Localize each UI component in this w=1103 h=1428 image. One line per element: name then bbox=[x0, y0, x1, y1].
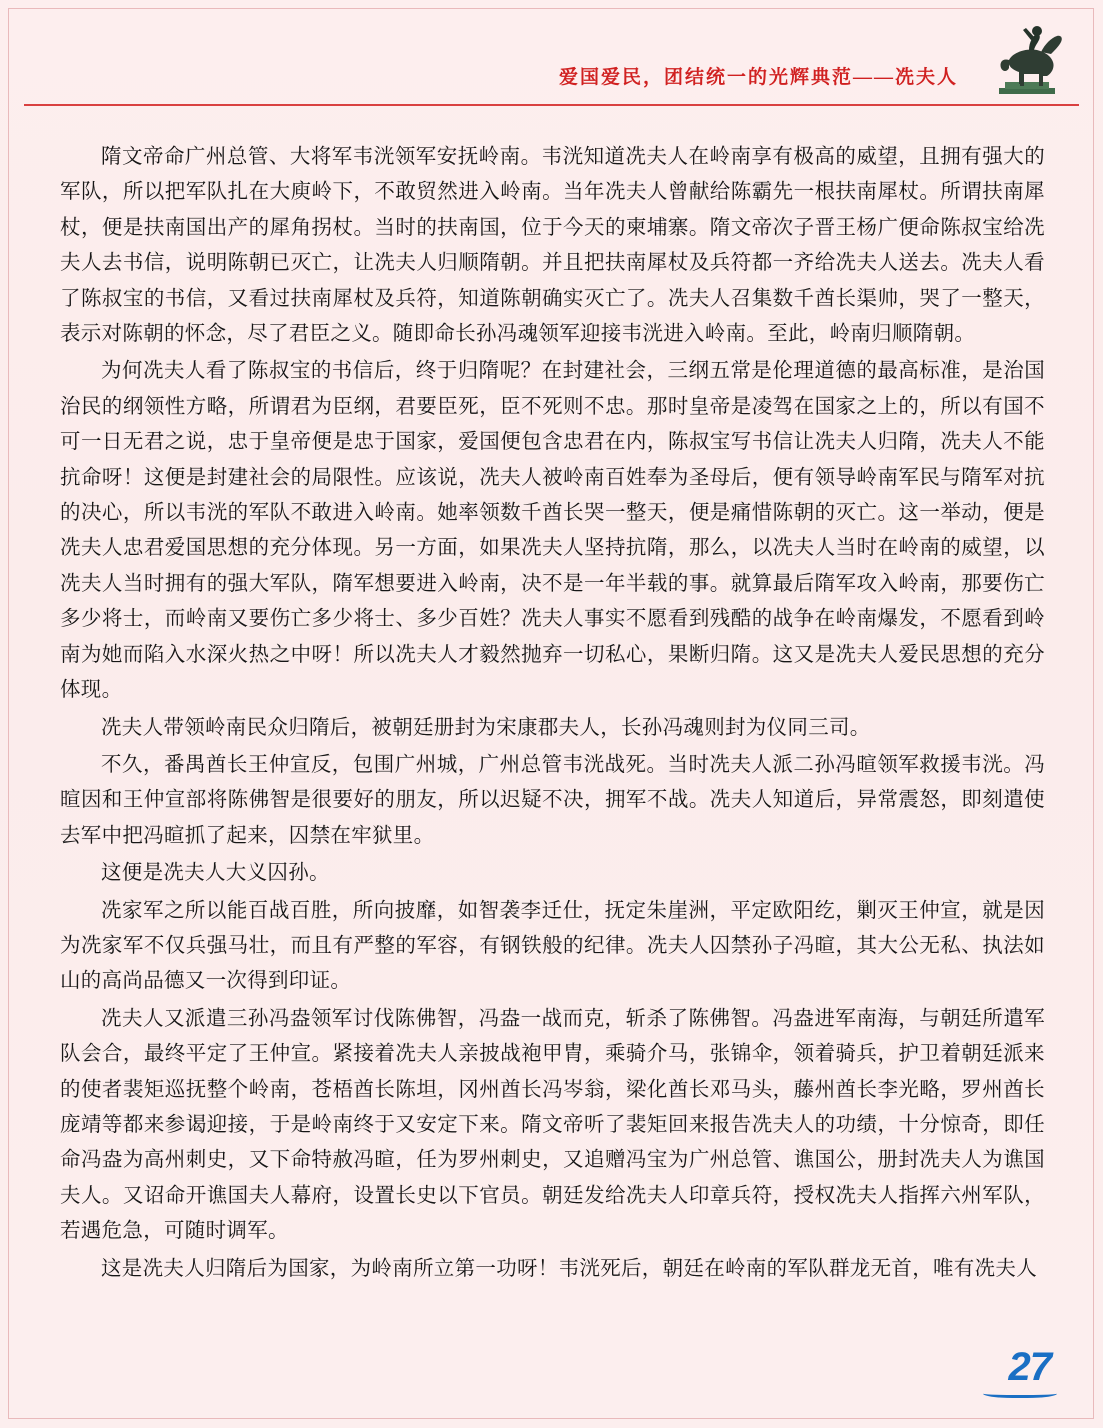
page-number: 27 bbox=[1008, 1345, 1051, 1389]
paragraph: 这是冼夫人归隋后为国家，为岭南所立第一功呀！韦洸死后，朝廷在岭南的军队群龙无首，唯有冼夫人 bbox=[101, 1257, 1037, 1280]
paragraph: 这便是冼夫人大义囚孙。 bbox=[101, 862, 330, 885]
page-header bbox=[0, 0, 1103, 112]
paragraph: 冼夫人带领岭南民众归隋后，被朝廷册封为宋康郡夫人，长孙冯魂则封为仪同三司。 bbox=[101, 716, 871, 739]
paragraph: 冼家军之所以能百战百胜，所向披靡，如智袭李迁仕，抚定朱崖洲，平定欧阳纥，剿灭王仲宣，就是因为冼家军不仅兵强马壮，而且有严整的军容，有钢铁般的纪律。冼夫人囚禁孙子冯暄，其大公无私、执法如山的高尚品德又一次得到印证。 bbox=[60, 899, 1045, 993]
paragraph: 隋文帝命广州总管、大将军韦洸领军安抚岭南。韦洸知道冼夫人在岭南享有极高的威望，且拥有强大的军队，所以把军队扎在大庾岭下，不敢贸然进入岭南。当年冼夫人曾献给陈霸先一根扶南犀杖。所谓扶南犀杖，便是扶南国出产的犀角拐杖。当时的扶南国，位于今天的柬埔寨。隋文帝次子晋王杨广便命陈叔宝给冼夫人去书信，说明陈朝已灭亡，让冼夫人归顺隋朝。并且把扶南犀杖及兵符都一齐给冼夫人送去。冼夫人看了陈叔宝的书信，又看过扶南犀杖及兵符，知道陈朝确实灭亡了。冼夫人召集数千酋长渠帅，哭了一整天，表示对陈朝的怀念，尽了君臣之义。随即命长孙冯魂领军迎接韦洸进入岭南。至此，岭南归顺隋朝。 bbox=[60, 146, 1045, 346]
paragraph: 不久，番禺酋长王仲宣反，包围广州城，广州总管韦洸战死。当时冼夫人派二孙冯暄领军救援韦洸。冯暄因和王仲宣部将陈佛智是很要好的朋友，所以迟疑不决，拥军不战。冼夫人知道后，异常震怒，即刻遣使去军中把冯暄抓了起来，囚禁在牢狱里。 bbox=[60, 753, 1045, 847]
header-title: 爱国爱民，团结统一的光辉典范——冼夫人 bbox=[558, 67, 958, 88]
equestrian-statue-icon bbox=[979, 16, 1075, 104]
page-number-underline bbox=[983, 1387, 1057, 1398]
paragraph: 冼夫人又派遣三孙冯盎领军讨伐陈佛智，冯盎一战而克，斩杀了陈佛智。冯盎进军南海，与朝廷所遣军队会合，最终平定了王仲宣。紧接着冼夫人亲披战袍甲胄，乘骑介马，张锦伞，领着骑兵，护卫着朝廷派来的使者裴矩巡抚整个岭南，苍梧酋长陈坦，冈州酋长冯岑翁，梁化酋长邓马头，藤州酋长李光略，罗州酋长庞靖等都来参谒迎接，于是岭南终于又安定下来。隋文帝听了裴矩回来报告冼夫人的功绩，十分惊奇，即任命冯盎为高州刺史，又下命特赦冯暄，任为罗州刺史，又追赠冯宝为广州总管、谯国公，册封冼夫人为谯国夫人。又诏命开谯国夫人幕府，设置长史以下官员。朝廷发给冼夫人印章兵符，授权冼夫人指挥六州军队，若遇危急，可随时调军。 bbox=[60, 1007, 1045, 1243]
page-content bbox=[60, 140, 1045, 1289]
header-divider bbox=[24, 104, 1079, 106]
paragraph: 为何冼夫人看了陈叔宝的书信后，终于归隋呢？在封建社会，三纲五常是伦理道德的最高标准，是治国治民的纲领性方略，所谓君为臣纲，君要臣死，臣不死则不忠。那时皇帝是凌驾在国家之上的，所以有国不可一日无君之说，忠于皇帝便是忠于国家，爱国便包含忠君在内，陈叔宝写书信让冼夫人归隋，冼夫人不能抗命呀！这便是封建社会的局限性。应该说，冼夫人被岭南百姓奉为圣母后，便有领导岭南军民与隋军对抗的决心，所以韦洸的军队不敢进入岭南。她率领数千酋长哭一整天，便是痛惜陈朝的灭亡。这一举动，便是冼夫人忠君爱国思想的充分体现。另一方面，如果冼夫人坚持抗隋，那么，以冼夫人当时在岭南的威望，以冼夫人当时拥有的强大军队，隋军想要进入岭南，决不是一年半载的事。就算最后隋军攻入岭南，那要伤亡多少将士，而岭南又要伤亡多少将士、多少百姓？冼夫人事实不愿看到残酷的战争在岭南爆发，不愿看到岭南为她而陷入水深火热之中呀！所以冼夫人才毅然抛弃一切私心，果断归隋。这又是冼夫人爱民思想的充分体现。 bbox=[60, 360, 1045, 702]
